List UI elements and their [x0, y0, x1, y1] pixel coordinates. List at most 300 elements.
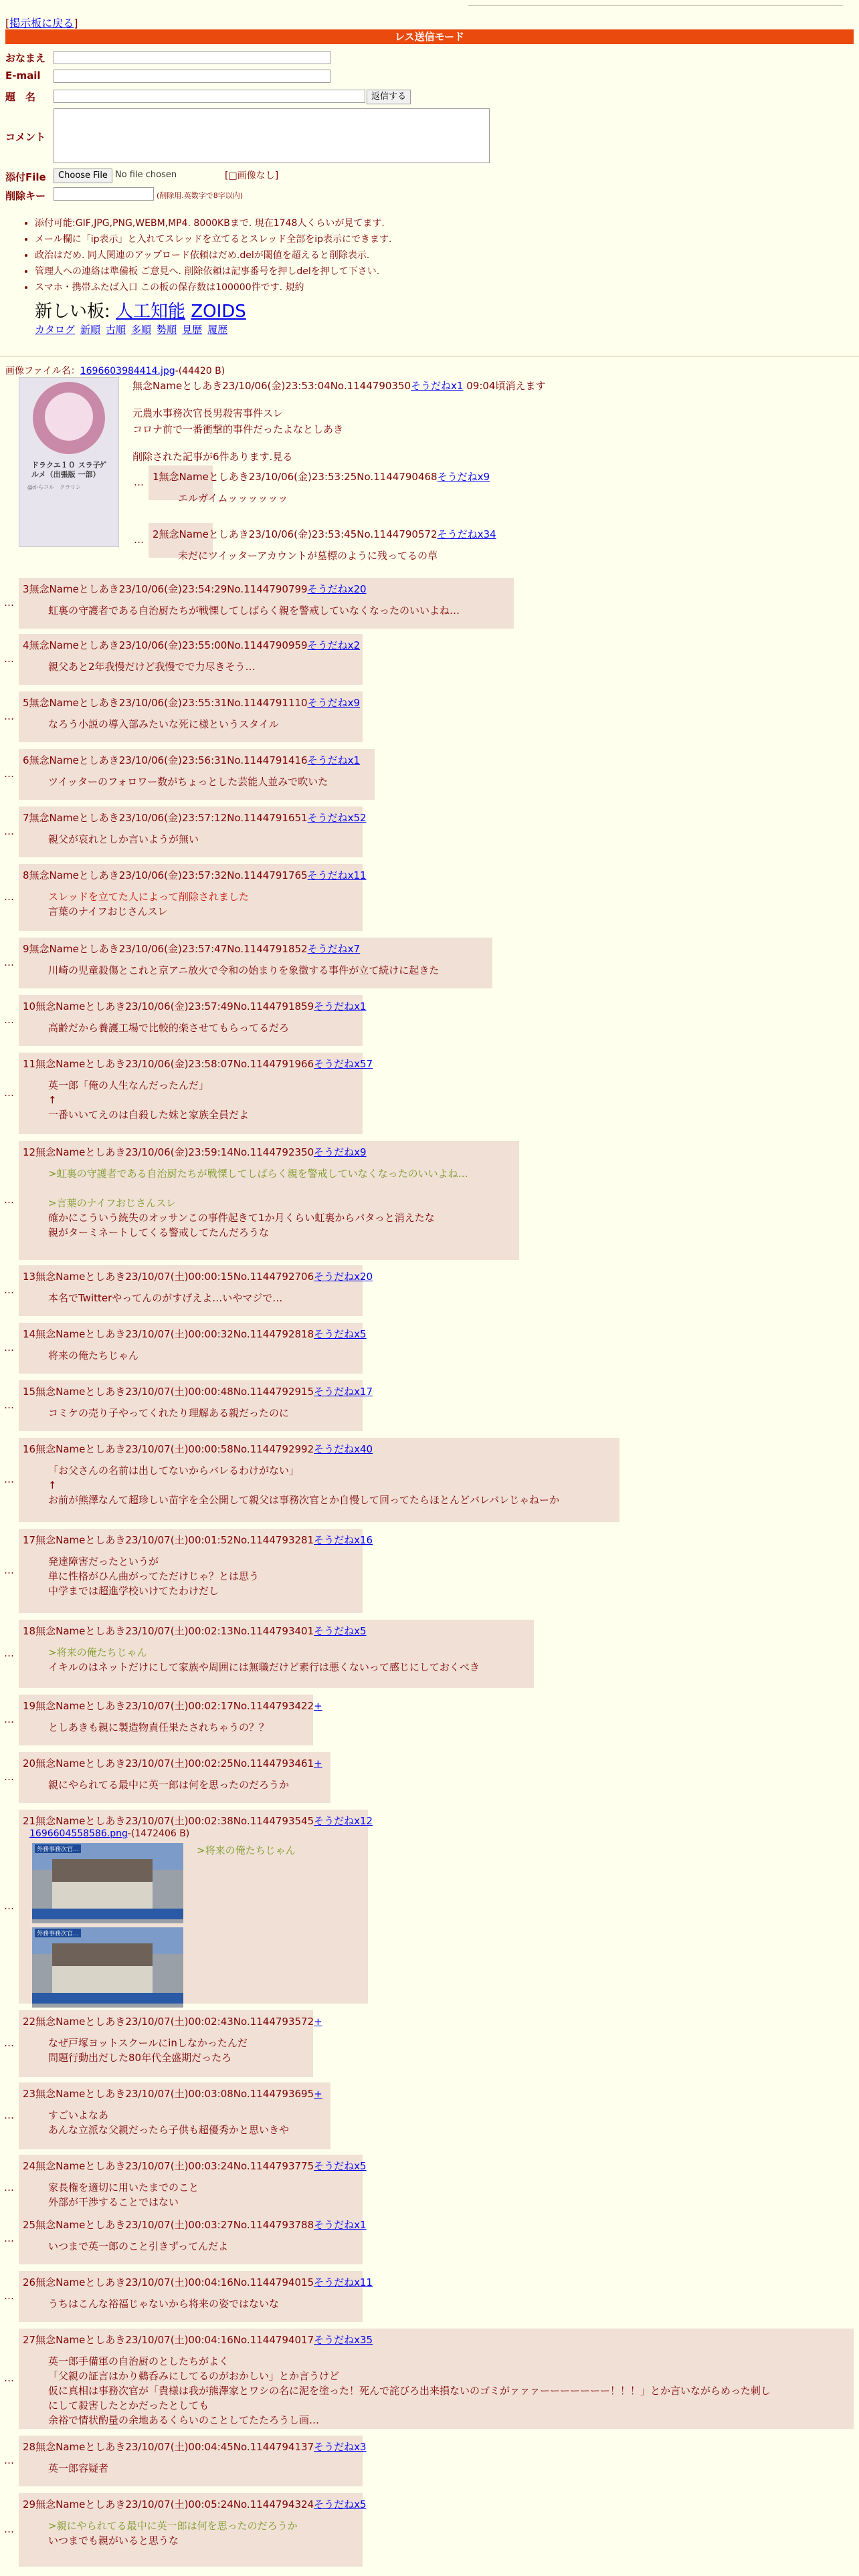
sodane-link[interactable]: そうだねx9 [437, 471, 490, 483]
reply-ellipsis: … [4, 1341, 14, 1354]
reply-ellipsis: … [4, 2454, 14, 2466]
delete-key-note: (削除用.英数字で8字以内) [157, 191, 244, 200]
reply-header [23, 753, 360, 767]
reply-number: 28 [23, 2441, 36, 2453]
reply-header-text: 無念Nameとしあき23/10/07(土)00:01:52No.1144793281 [35, 1534, 314, 1546]
reply-ellipsis: … [4, 956, 14, 968]
reply-ellipsis: … [4, 1087, 14, 1099]
reply-header-text: 無念Nameとしあき23/10/07(土)00:02:13No.1144793401 [35, 1625, 314, 1637]
reply-body-line: 未だにツイッターアカウントが墓標のように残ってるの草 [178, 550, 438, 562]
reply-body-line: 「父親の証言はかり鵜呑みにしてるのがおかしい」とか言うけど [48, 2370, 340, 2382]
reply-header-text: 無念Nameとしあき23/10/06(金)23:58:07No.1144791966 [35, 1058, 314, 1070]
image-caption: 外務事務次官… [35, 1929, 81, 1937]
reply-header-text: 無念Nameとしあき23/10/07(土)00:00:58No.1144792992 [35, 1443, 314, 1455]
op-expiry: 09:04頃消えます [466, 380, 546, 392]
reply-number: 17 [23, 1534, 36, 1546]
sodane-link[interactable]: そうだねx7 [307, 943, 360, 955]
reply-post [19, 578, 514, 629]
reply-ellipsis: … [4, 891, 14, 903]
reply-header [23, 2333, 373, 2347]
reply-post [19, 1810, 373, 2004]
op-thumbnail[interactable] [19, 377, 119, 547]
sodane-link[interactable]: + [314, 2016, 322, 2028]
sodane-link[interactable]: そうだねx1 [307, 754, 360, 766]
reply-header [23, 2497, 367, 2511]
reply-body-line: いつまで英一郎のこと引きずってんだよ [48, 2240, 229, 2252]
reply-body [48, 2461, 108, 2476]
sodane-link[interactable]: そうだねx11 [307, 869, 367, 881]
new-board-prefix: 新しい板: [35, 302, 110, 322]
reply-body [48, 832, 199, 847]
reply-body-line: >親にやられてる最中に英一郎は何を思ったのだろうか [48, 2520, 298, 2532]
reply-ellipsis: … [4, 768, 14, 780]
reply-ellipsis: … [4, 1564, 14, 1576]
bracket-close: ] [74, 17, 78, 29]
reply-body-line: 親父が哀れとしか言いようが無い [48, 833, 199, 845]
reply-body [48, 889, 249, 919]
reply-ellipsis: … [4, 1284, 14, 1296]
reply-header-text: 無念Nameとしあき23/10/06(金)23:57:49No.1144791859 [35, 1000, 314, 1012]
reply-body-line: 家長権を適切に用いたまでのこと [48, 2181, 199, 2193]
reply-header [23, 638, 360, 652]
reply-body-line: うちはこんな裕福じゃないから将来の姿ではないな [48, 2298, 280, 2310]
reply-body-line: ↑ [48, 1094, 57, 1106]
reply-header-text: 無念Nameとしあき23/10/06(金)23:59:14No.1144792350 [35, 1146, 314, 1158]
op-header [132, 379, 545, 393]
reply-body-line: 虹裏の守護者である自治厨たちが戦慄してしばらく親を警戒していなくなったのいいよね… [48, 605, 460, 617]
reply-body-line: 英一郎「俺の人生なんだったんだ」 [48, 1079, 209, 1091]
reply-body-line: 親にやられてる最中に英一郎は何を思ったのだろうか [48, 1779, 290, 1791]
reply-header-text: 無念Nameとしあき23/10/07(土)00:03:27No.1144793788 [35, 2219, 314, 2231]
sodane-link[interactable]: + [314, 1757, 322, 1769]
reply-header [23, 1327, 367, 1341]
reply-number: 13 [23, 1271, 36, 1283]
reply-post [19, 1265, 373, 1316]
file-label: 添付File [5, 171, 46, 183]
reply-body-line: なぜ戸塚ヨットスクールにinしなかったんだ [48, 2037, 248, 2049]
image-caption-band [32, 1909, 183, 1919]
reply-body-line: 発達障害だったというが [48, 1555, 159, 1568]
thumb-avatar-face [45, 393, 93, 441]
sodane-link[interactable]: そうだねx2 [307, 639, 360, 651]
name-label: おなまえ [5, 52, 46, 64]
reply-ellipsis: … [4, 1647, 14, 1659]
reply-post [19, 1053, 373, 1134]
sodane-link[interactable]: そうだねx5 [314, 2498, 367, 2510]
reply-post [149, 465, 490, 504]
reply-body-line: 川崎の児童殺傷とこれと京アニ放火で令和の始まりを象徴する事件が立て続けに起きた [48, 964, 440, 976]
reply-body [48, 1554, 259, 1598]
reply-body-line: なろう小説の導入部みたいな死に様というスタイル [48, 718, 279, 730]
reply-header [23, 2159, 367, 2173]
delete-key-input[interactable] [54, 187, 154, 201]
reply-body [48, 2296, 279, 2311]
op-image-size: -(44420 B) [175, 366, 225, 377]
reply-body-line: 確かにこういう統失のオッサンこの事件起きて1か月くらい虹裏からパタっと消えたな [48, 1212, 435, 1224]
reply-body [178, 548, 438, 563]
reply-body-line: >言葉のナイフおじさんスレ [48, 1197, 177, 1209]
reply-body-line: 中学までは超進学校いけてたわけだし [48, 1585, 219, 1597]
reply-body [48, 659, 256, 674]
rule-item: • スマホ・携帯ふたば入口 この板の保存数は100000件です. 規約 [35, 280, 391, 296]
sodane-link[interactable]: そうだねx5 [314, 2160, 367, 2172]
sodane-link[interactable]: そうだねx5 [314, 1625, 367, 1637]
reply-ellipsis: … [4, 2232, 14, 2244]
reply-body [48, 1078, 249, 1122]
reply-body [48, 2518, 298, 2548]
reply-body [178, 491, 288, 506]
sodane-link[interactable]: そうだねx17 [314, 1386, 373, 1398]
reply-body [48, 963, 439, 978]
reply-ellipsis: … [4, 710, 14, 722]
no-image-checkbox[interactable]: [□画像なし] [225, 171, 279, 181]
reply-number: 15 [23, 1386, 36, 1398]
reply-ellipsis: … [4, 2037, 14, 2049]
reply-header [23, 695, 360, 710]
sodane-link[interactable]: + [314, 1700, 322, 1712]
reply-number: 7 [23, 812, 29, 824]
reply-ellipsis: … [4, 1399, 14, 1411]
reply-post [19, 1380, 373, 1431]
reply-header-text: 無念Nameとしあき23/10/06(金)23:55:31No.1144791110 [29, 697, 308, 709]
new-board-line [35, 298, 246, 322]
reply-header-text: 無念Nameとしあき23/10/07(土)00:02:38No.1144793545 [35, 1815, 314, 1827]
email-label: E-mail [5, 70, 41, 82]
reply-number: 16 [23, 1443, 36, 1455]
reply-number: 11 [23, 1058, 36, 1070]
catalog-links [35, 322, 233, 336]
reply-body [48, 1021, 289, 1035]
reply-ellipsis: … [4, 2290, 14, 2302]
reply-body [48, 2108, 289, 2137]
reply-ellipsis: … [4, 1014, 14, 1026]
reply-body-line: 単に性格がひん曲がってただけじゃ？とは思う [48, 1570, 260, 1582]
reply-post [19, 749, 375, 800]
image-caption: 外務事務次官… [35, 1844, 81, 1853]
reply-header-text: 無念Nameとしあき23/10/06(金)23:53:45No.1144790572 [159, 528, 438, 540]
link-oldest[interactable]: 古順 [106, 324, 126, 336]
thumb-text: @からコル クラリン [27, 484, 81, 490]
reply-body-line [48, 1181, 468, 1196]
reply-number: 26 [23, 2276, 36, 2288]
reply-header [23, 582, 367, 596]
reply-post [19, 938, 492, 988]
comment-label: コメント [5, 131, 46, 143]
reply-body [48, 2354, 771, 2428]
reply-post [19, 1141, 519, 1260]
delete-key-label: 削除キー [5, 190, 46, 202]
link-viewed[interactable]: 見歴 [182, 324, 203, 336]
reply-number: 2 [153, 528, 159, 540]
reply-body [48, 1348, 138, 1363]
reply-header [23, 2275, 373, 2289]
op-body-line: 元農水事務次官長男殺害事件スレ [132, 407, 284, 419]
reply-post [19, 2436, 367, 2486]
reply-post [19, 864, 367, 931]
sodane-link[interactable]: そうだねx11 [314, 2276, 373, 2288]
reply-number: 1 [153, 471, 159, 483]
reply-body-line: イキルのはネットだけにして家族や周囲には無職だけど素行は悪くないって感じにしておくべき [48, 1661, 480, 1673]
reply-header-text: 無念Nameとしあき23/10/06(金)23:53:25No.1144790468 [159, 471, 438, 483]
op-image-prefix: 画像ファイル名： [5, 366, 80, 377]
reply-body-line: お前が熊澤なんて超珍しい苗字を全公開して親父は事務次官とか自慢して回ってたらほとんどバレバレじゃねーか [48, 1494, 559, 1506]
reply-number: 22 [23, 2016, 36, 2028]
reply-post [19, 2493, 367, 2567]
reply-body [48, 717, 279, 732]
reply-body-line: 一番いいてえのは自殺した妹と家族全員だよ [48, 1109, 250, 1121]
sodane-link[interactable]: そうだねx20 [307, 583, 367, 595]
reply-body [48, 2239, 228, 2254]
op-image-line [5, 364, 225, 377]
sodane-link[interactable]: そうだねx5 [314, 1328, 367, 1340]
reply-header-text: 無念Nameとしあき23/10/07(土)00:02:43No.1144793572 [35, 2016, 314, 2028]
reply-header-text: 無念Nameとしあき23/10/07(土)00:04:16No.1144794017 [35, 2334, 314, 2346]
reply-header [23, 1145, 367, 1159]
reply-header [23, 1814, 373, 1828]
reply-post [19, 1438, 619, 1522]
reply-ellipsis: … [4, 825, 14, 837]
op-header-text: 無念Nameとしあき23/10/06(金)23:53:04No.1144790350 [132, 380, 411, 392]
sodane-link[interactable]: そうだねx9 [314, 1146, 367, 1158]
rule-item: • 政治はだめ. 同人関連のアップロード依頼はだめ.delが閾値を超えると削除表示. [35, 247, 391, 263]
reply-header [23, 1756, 322, 1770]
reply-body-line: >虹裏の守護者である自治厨たちが戦慄してしばらく親を警戒していなくなったのいいよね… [48, 1168, 468, 1180]
reply-post [19, 1752, 330, 1803]
rule-item: • 添付可能:GIF,JPG,PNG,WEBM,MP4. 8000KBまで. 現在1748人くらいが見てます. [35, 215, 391, 231]
reply-ellipsis: … [4, 1771, 14, 1783]
link-momentum[interactable]: 勢順 [157, 324, 177, 336]
reply-header [23, 2014, 322, 2028]
reply-ellipsis: … [4, 1473, 14, 1485]
link-history[interactable]: 履歴 [207, 324, 228, 336]
sodane-link[interactable]: そうだねx57 [314, 1058, 373, 1070]
reply-post [19, 2082, 330, 2149]
link-most[interactable]: 多順 [131, 324, 152, 336]
reply-file-size: -(1472406 B) [127, 1828, 190, 1839]
reply-file-line [29, 1828, 189, 1839]
reply-body-line: 英一郎容疑者 [48, 2462, 109, 2474]
reply-body [48, 1406, 289, 1420]
subject-input[interactable] [54, 90, 365, 103]
reply-body-line: 言葉のナイフおじさんスレ [48, 905, 168, 918]
reply-header [23, 1269, 373, 1283]
reply-ellipsis: … [134, 534, 144, 546]
reply-number: 29 [23, 2498, 36, 2510]
reply-body [48, 1778, 289, 1792]
reply-ellipsis: … [4, 2372, 14, 2384]
reply-ellipsis: … [4, 597, 14, 609]
reply-body-line: すごいよなあ [48, 2109, 109, 2121]
reply-ellipsis: … [4, 2109, 14, 2121]
sodane-link[interactable]: そうだねx9 [307, 697, 360, 709]
rule-item: • メール欄に「ip表示」と入れてスレッドを立てるとスレッド全部をip表示にできます. [35, 231, 391, 247]
reply-body-line: コミケの売り子やってくれたり理解ある親だったのに [48, 1407, 290, 1419]
reply-post [19, 2010, 322, 2077]
back-to-board-link[interactable]: 掲示板に戻る [9, 17, 74, 29]
reply-post [149, 523, 496, 562]
reply-body-line: 親がターミネートしてくる警戒してたんだろうな [48, 1226, 270, 1239]
reply-number: 14 [23, 1328, 36, 1340]
sodane-link[interactable]: そうだねx20 [314, 1271, 373, 1283]
reply-body [48, 1291, 282, 1305]
reply-header [153, 527, 496, 541]
sodane-link[interactable]: + [314, 2088, 322, 2100]
sodane-link[interactable]: そうだねx35 [314, 2334, 373, 2346]
file-status: No file chosen [115, 170, 177, 180]
reply-header [23, 1699, 322, 1713]
sodane-link[interactable]: そうだねx1 [314, 2219, 367, 2231]
sodane-link[interactable]: そうだねx34 [437, 528, 496, 540]
reply-body-line: 余裕で情状酌量の余地あるくらいのことしてたたろうし画… [48, 2414, 320, 2426]
reply-header-text: 無念Nameとしあき23/10/07(土)00:04:45No.1144794137 [35, 2441, 314, 2453]
reply-body [48, 603, 460, 618]
reply-body [48, 2180, 199, 2210]
reply-header [23, 2440, 367, 2454]
reply-body-line: 本名でTwitterやってんのがすげえよ…いやマジで… [48, 1292, 283, 1304]
op-body-line: コロナ前で一番衝撃的事件だったよなとしあき [132, 423, 344, 435]
op-sodane-link[interactable]: そうだねx1 [411, 380, 464, 392]
reply-header [23, 2218, 367, 2232]
top-rule [468, 5, 843, 6]
reply-body [197, 1843, 296, 1858]
link-newest[interactable]: 新順 [80, 324, 101, 336]
reply-body-line: スレッドを立てた人によって削除されました [48, 891, 249, 903]
reply-header [23, 999, 367, 1013]
reply-body [48, 1166, 468, 1240]
deleted-posts-note[interactable]: 削除された記事が6件あります.見る [132, 451, 293, 463]
reply-header-text: 無念Nameとしあき23/10/07(土)00:03:24No.1144793775 [35, 2160, 314, 2172]
reply-body-line: 親父あと2年我慢だけど我慢でで力尽きそう… [48, 661, 256, 673]
image-roof [52, 1943, 153, 1966]
reply-header [23, 1057, 373, 1071]
reply-header-text: 無念Nameとしあき23/10/07(土)00:00:15No.1144792706 [35, 1271, 314, 1283]
sodane-link[interactable]: そうだねx16 [314, 1534, 373, 1546]
reply-body-line: >将来の俺たちじゃん [48, 1646, 147, 1658]
reply-image-thumbnail[interactable] [32, 1843, 183, 1923]
reply-post [19, 807, 367, 857]
reply-body-line: 「お父さんの名前は出してないからバレるわけがない」 [48, 1465, 300, 1477]
reply-body [48, 1720, 269, 1735]
reply-body-line: 英一郎手備軍の自治厨のとしたちがよく [48, 2355, 229, 2367]
sodane-link[interactable]: そうだねx1 [314, 1000, 367, 1012]
reply-header-text: 無念Nameとしあき23/10/07(土)00:03:08No.1144793695 [35, 2088, 314, 2100]
reply-number: 6 [23, 754, 29, 766]
reply-body-line: にして殺害したとかだったとしても [48, 2399, 209, 2411]
new-board-link-zoids[interactable]: ZOIDS [191, 302, 246, 322]
thumb-title: ドラクエ１０ スラ子ｸ゛ルメ（出張版 一部） [31, 461, 112, 479]
reply-post [19, 1695, 322, 1745]
sodane-link[interactable]: そうだねx12 [314, 1815, 373, 1827]
reply-header-text: 無念Nameとしあき23/10/07(土)00:02:25No.1144793461 [35, 1757, 314, 1769]
reply-post [19, 2214, 367, 2264]
reply-header [23, 1624, 367, 1638]
back-link-wrapper [5, 15, 78, 30]
reply-body [48, 2036, 248, 2065]
reply-mode-header: レス送信モード [5, 29, 854, 44]
reply-body-line: >将来の俺たちじゃん [197, 1844, 296, 1856]
reply-body-line: ↑ [48, 1479, 57, 1491]
reply-ellipsis: … [134, 476, 144, 488]
reply-header-text: 無念Nameとしあき23/10/07(土)00:00:32No.1144792818 [35, 1328, 314, 1340]
reply-number: 3 [23, 583, 29, 595]
reply-post [19, 634, 363, 685]
reply-ellipsis: … [4, 1194, 14, 1206]
reply-body-line: 問題行動出だした80年代全盛期だったろ [48, 2052, 232, 2064]
image-roof [52, 1859, 153, 1882]
reply-body-line: あんな立派な父親だったら子供も超優秀かと思いきや [48, 2124, 290, 2136]
reply-number: 12 [23, 1146, 36, 1158]
reply-file-link[interactable]: 1696604558586.png [29, 1828, 128, 1839]
reply-header [23, 942, 360, 956]
link-catalog[interactable]: カタログ [35, 324, 76, 336]
reply-body-line: としあきも親に製造物責任果たされちゃうの？？ [48, 1721, 270, 1733]
bracket-open: [ [5, 17, 10, 29]
reply-ellipsis: … [4, 653, 14, 665]
reply-body [48, 1645, 480, 1675]
reply-header [23, 2086, 322, 2101]
reply-header-text: 無念Nameとしあき23/10/06(金)23:57:12No.1144791651 [29, 812, 308, 824]
reply-number: 4 [23, 639, 29, 651]
choose-file-button[interactable]: Choose File [54, 169, 112, 183]
sodane-link[interactable]: そうだねx3 [314, 2441, 367, 2453]
sodane-link[interactable]: そうだねx40 [314, 1443, 373, 1455]
board-rules [35, 215, 391, 296]
reply-number: 27 [23, 2334, 36, 2346]
reply-header-text: 無念Nameとしあき23/10/07(土)00:05:24No.1144794324 [35, 2498, 314, 2510]
email-input[interactable] [54, 70, 330, 83]
reply-header-text: 無念Nameとしあき23/10/06(金)23:57:32No.1144791765 [29, 869, 308, 881]
submit-reply-button[interactable]: 返信する [367, 90, 411, 104]
rule-item: • 管理人への連絡は準備板 ご意見へ. 削除依頼は記事番号を押しdelを押して下さい. [35, 263, 391, 280]
reply-number: 20 [23, 1757, 36, 1769]
sodane-link[interactable]: そうだねx52 [307, 812, 367, 824]
reply-header [23, 811, 367, 825]
reply-header-text: 無念Nameとしあき23/10/06(金)23:56:31No.1144791416 [29, 754, 308, 766]
reply-post [19, 2155, 367, 2222]
reply-post [19, 1323, 367, 1374]
reply-header [153, 469, 490, 484]
reply-header [23, 1533, 373, 1547]
reply-post [19, 691, 363, 742]
reply-number: 23 [23, 2088, 36, 2100]
reply-body-line: 仮に真相は事務次官が「貴様は我が熊澤家とワシの名に泥を塗った！死んで詫びろ出来損ないのゴミがァァァーーーーーーー！！！」とか言いながらめった刺し [48, 2385, 771, 2397]
reply-body-line: 将来の俺たちじゃん [48, 1350, 139, 1362]
reply-number: 19 [23, 1700, 36, 1712]
name-input[interactable] [54, 51, 330, 64]
reply-body [48, 774, 328, 789]
reply-number: 10 [23, 1000, 36, 1012]
reply-number: 5 [23, 697, 29, 709]
reply-body-line: エルガイムッッッッッッ [178, 492, 288, 504]
reply-header-text: 無念Nameとしあき23/10/06(金)23:54:29No.1144790799 [29, 583, 308, 595]
reply-ellipsis: … [4, 2523, 14, 2535]
op-image-link[interactable]: 1696603984414.jpg [80, 366, 175, 377]
reply-number: 8 [23, 869, 29, 881]
reply-number: 24 [23, 2160, 36, 2172]
reply-header [23, 868, 367, 882]
reply-header-text: 無念Nameとしあき23/10/07(土)00:00:48No.1144792915 [35, 1386, 314, 1398]
reply-number: 18 [23, 1625, 36, 1637]
reply-header-text: 無念Nameとしあき23/10/07(土)00:04:16No.1144794015 [35, 2276, 314, 2288]
reply-body-line: ツイッターのフォロワー数がちょっとした芸能人並みで吹いた [48, 776, 328, 788]
reply-ellipsis: … [4, 1713, 14, 1725]
new-board-link-ai[interactable]: 人工知能 [116, 302, 186, 322]
reply-image-thumbnail[interactable] [32, 1927, 183, 2008]
comment-textarea[interactable] [54, 108, 490, 163]
reply-post [19, 1620, 534, 1688]
image-caption-band [32, 1993, 183, 2004]
reply-body-line: 外部が干渉することではない [48, 2196, 179, 2208]
